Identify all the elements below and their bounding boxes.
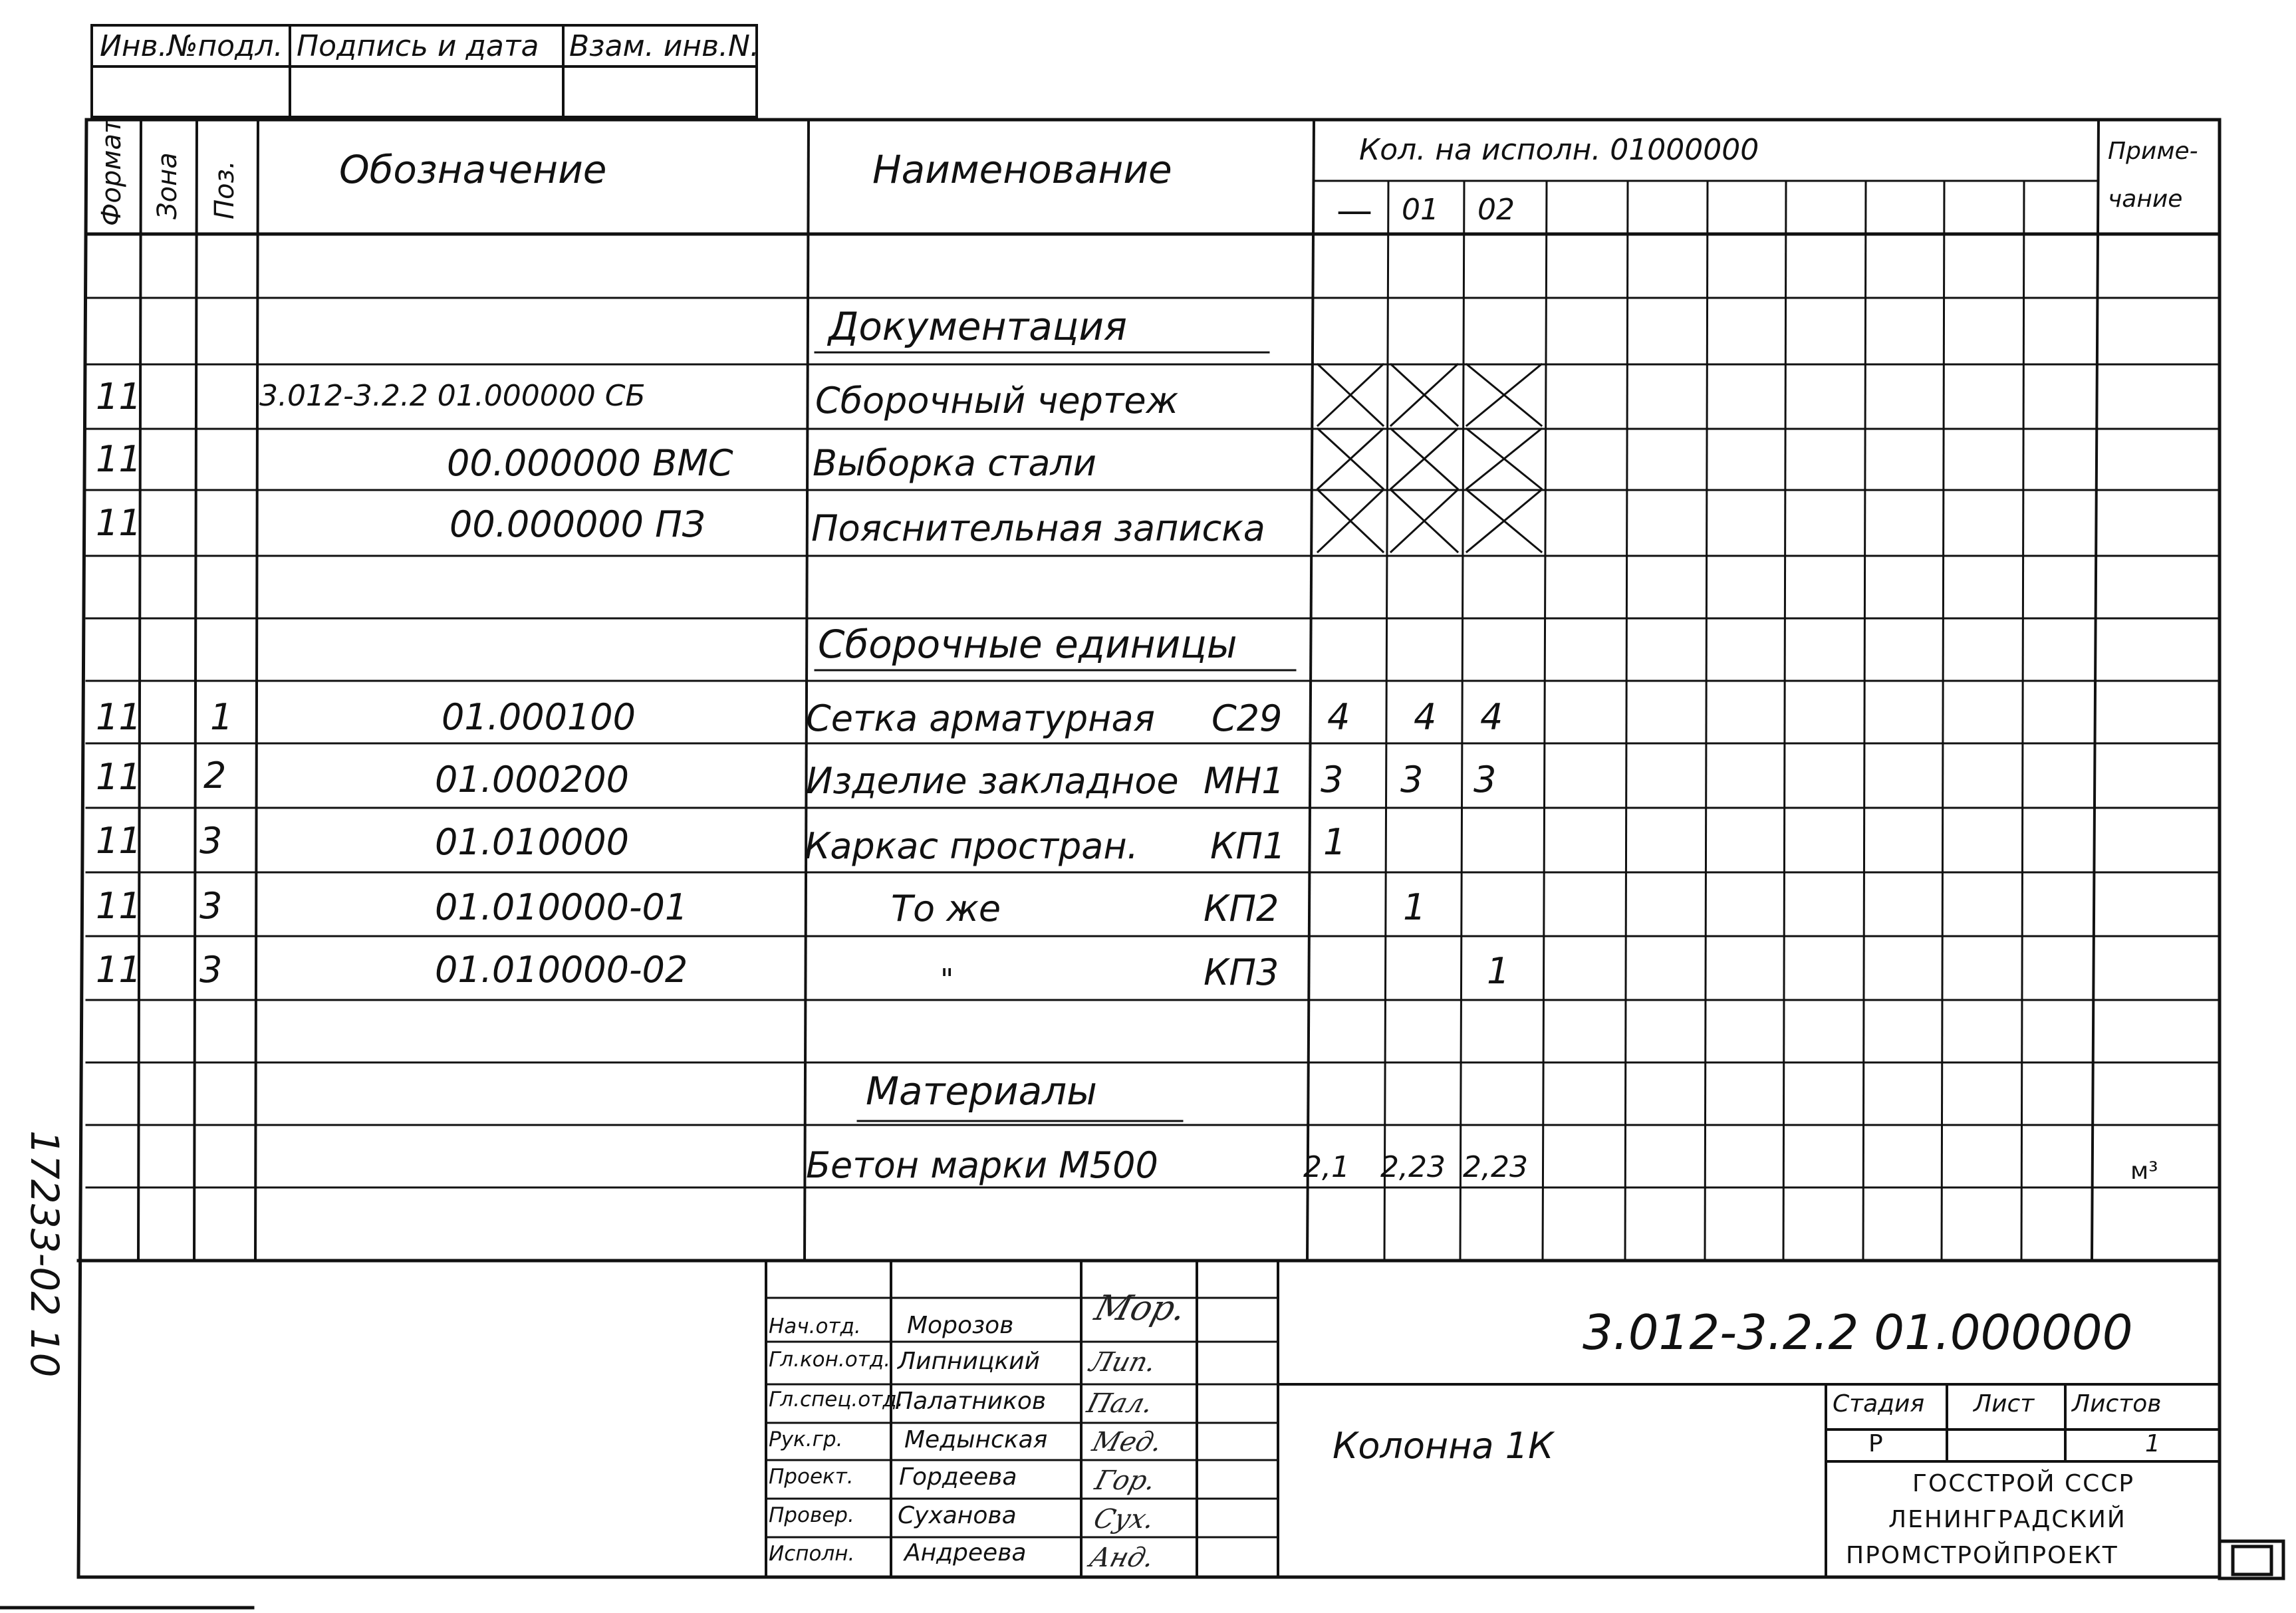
tb-part-name: Колонна 1К (1333, 1425, 1554, 1467)
material-row-unit: м³ (2130, 1158, 2158, 1185)
unit-row-4-code: КП2 (1204, 888, 1279, 930)
tb-name-6: Суханова (898, 1502, 1017, 1529)
tb-name-5: Гордеева (899, 1463, 1017, 1491)
tb-role-7: Исполн. (769, 1542, 855, 1566)
tb-stage-label: Стадия (1833, 1390, 1925, 1418)
doc-row-3-designation: 00.000000 ПЗ (449, 503, 705, 545)
doc-row-2-format: 11 (96, 438, 142, 480)
unit-row-2-format: 11 (96, 756, 142, 798)
unit-row-2-qty-01: 3 (1400, 759, 1424, 801)
unit-row-1-qty-base: 4 (1327, 696, 1350, 738)
material-row-qty-01: 2,23 (1380, 1150, 1446, 1184)
unit-row-5-pos: 3 (199, 949, 223, 991)
header-qty-col-base: — (1337, 189, 1372, 231)
tb-sheets-label: Листов (2072, 1390, 2162, 1418)
unit-row-1-designation: 01.000100 (442, 696, 636, 738)
tb-stage-value: Р (1868, 1430, 1883, 1457)
doc-row-1-format: 11 (96, 376, 142, 418)
stamp-inv-no: Инв.№подл. (100, 29, 283, 63)
unit-row-4-qty-01: 1 (1403, 886, 1426, 928)
tb-role-1: Нач.отд. (769, 1314, 861, 1338)
header-position: Поз. (209, 160, 240, 219)
unit-row-5-qty-02: 1 (1487, 950, 1510, 992)
unit-row-5-format: 11 (96, 949, 142, 991)
header-quantity-title: Кол. на исполн. 01000000 (1359, 133, 1759, 167)
stamp-signature-date: Подпись и дата (297, 29, 539, 63)
unit-row-2-qty-02: 3 (1473, 759, 1497, 801)
unit-row-1-name: Сетка арматурная (806, 697, 1156, 739)
tb-sheets-value: 1 (2145, 1430, 2160, 1457)
tb-role-4: Рук.гр. (769, 1427, 843, 1451)
tb-role-5: Проект. (769, 1465, 854, 1489)
unit-row-1-pos: 1 (210, 696, 233, 738)
material-row-qty-base: 2,1 (1303, 1150, 1350, 1184)
tb-role-6: Провер. (769, 1503, 854, 1527)
unit-row-4-name: То же (891, 888, 1001, 930)
doc-row-3-format: 11 (96, 502, 142, 544)
tb-signature-2: Лип. (1086, 1347, 1160, 1378)
unit-row-2-pos: 2 (203, 755, 227, 797)
unit-row-5-code: КП3 (1204, 951, 1279, 993)
doc-row-1-name: Сборочный чертеж (815, 380, 1179, 422)
tb-name-3: Палатников (895, 1388, 1047, 1415)
header-zone: Зона (152, 152, 183, 219)
tb-designation: 3.012-3.2.2 01.000000 (1583, 1304, 2133, 1360)
tb-signature-7: Анд. (1086, 1543, 1158, 1573)
unit-row-3-code: КП1 (1210, 825, 1286, 867)
unit-row-2-qty-base: 3 (1321, 759, 1344, 801)
material-row-name: Бетон марки М500 (806, 1144, 1158, 1186)
section-assembly-units: Сборочные единицы (818, 622, 1237, 667)
header-qty-col-01: 01 (1402, 193, 1439, 227)
unit-row-1-qty-01: 4 (1414, 696, 1437, 738)
material-row-qty-02: 2,23 (1463, 1150, 1528, 1184)
header-format: Формат (96, 118, 127, 226)
unit-row-1-code: С29 (1212, 697, 1283, 739)
header-qty-col-02: 02 (1477, 193, 1515, 227)
unit-row-4-pos: 3 (199, 885, 223, 927)
tb-name-4: Медынская (904, 1426, 1048, 1453)
unit-row-4-format: 11 (96, 885, 142, 927)
tb-org-line1: ГОССТРОЙ СССР (1912, 1470, 2135, 1497)
header-note-line2: чание (2108, 186, 2183, 213)
unit-row-4-designation: 01.010000-01 (435, 886, 688, 928)
tb-role-2: Гл.кон.отд. (769, 1348, 891, 1372)
unit-row-2-code: МН1 (1204, 760, 1285, 802)
doc-row-2-name: Выборка стали (813, 442, 1097, 484)
unit-row-5-designation: 01.010000-02 (435, 949, 688, 991)
tb-org-line3: ПРОМСТРОЙПРОЕКТ (1846, 1542, 2118, 1569)
stamp-replaces-inv: Взам. инв.N. (569, 29, 759, 63)
unit-row-3-designation: 01.010000 (435, 821, 630, 863)
tb-name-2: Липницкий (898, 1348, 1040, 1375)
section-materials: Материалы (866, 1068, 1097, 1114)
tb-signature-5: Гор. (1091, 1465, 1160, 1496)
header-note-line1: Приме- (2108, 138, 2198, 165)
unit-row-2-designation: 01.000200 (435, 759, 630, 801)
unit-row-2-name: Изделие закладное (806, 760, 1179, 802)
tb-name-7: Андреева (904, 1539, 1027, 1566)
tb-signature-4: Мед. (1088, 1427, 1166, 1457)
header-designation: Обозначение (339, 147, 607, 192)
doc-row-3-name: Пояснительная записка (811, 507, 1265, 549)
tb-signature-6: Сух. (1090, 1504, 1158, 1535)
unit-row-3-qty-base: 1 (1323, 821, 1346, 863)
side-inventory-note: 17233-02 10 (22, 1130, 67, 1378)
unit-row-1-format: 11 (96, 696, 142, 738)
doc-row-2-designation: 00.000000 ВМС (447, 442, 733, 484)
tb-name-1: Морозов (907, 1312, 1014, 1339)
header-name: Наименование (872, 147, 1172, 192)
section-documentation: Документация (829, 304, 1127, 349)
unit-row-3-name: Каркас простран. (805, 825, 1138, 867)
unit-row-3-format: 11 (96, 820, 142, 862)
unit-row-1-qty-02: 4 (1480, 696, 1503, 738)
tb-sheet-label: Лист (1974, 1390, 2035, 1418)
tb-role-3: Гл.спец.отд. (769, 1388, 904, 1412)
tb-signature-3: Пал. (1083, 1388, 1157, 1419)
doc-row-1-designation: 3.012-3.2.2 01.000000 СБ (259, 379, 646, 413)
unit-row-5-name: " (940, 963, 954, 997)
tb-org-line2: ЛЕНИНГРАДСКИЙ (1888, 1506, 2126, 1533)
unit-row-3-pos: 3 (199, 820, 223, 862)
tb-signature-1: Мор. (1090, 1289, 1191, 1328)
